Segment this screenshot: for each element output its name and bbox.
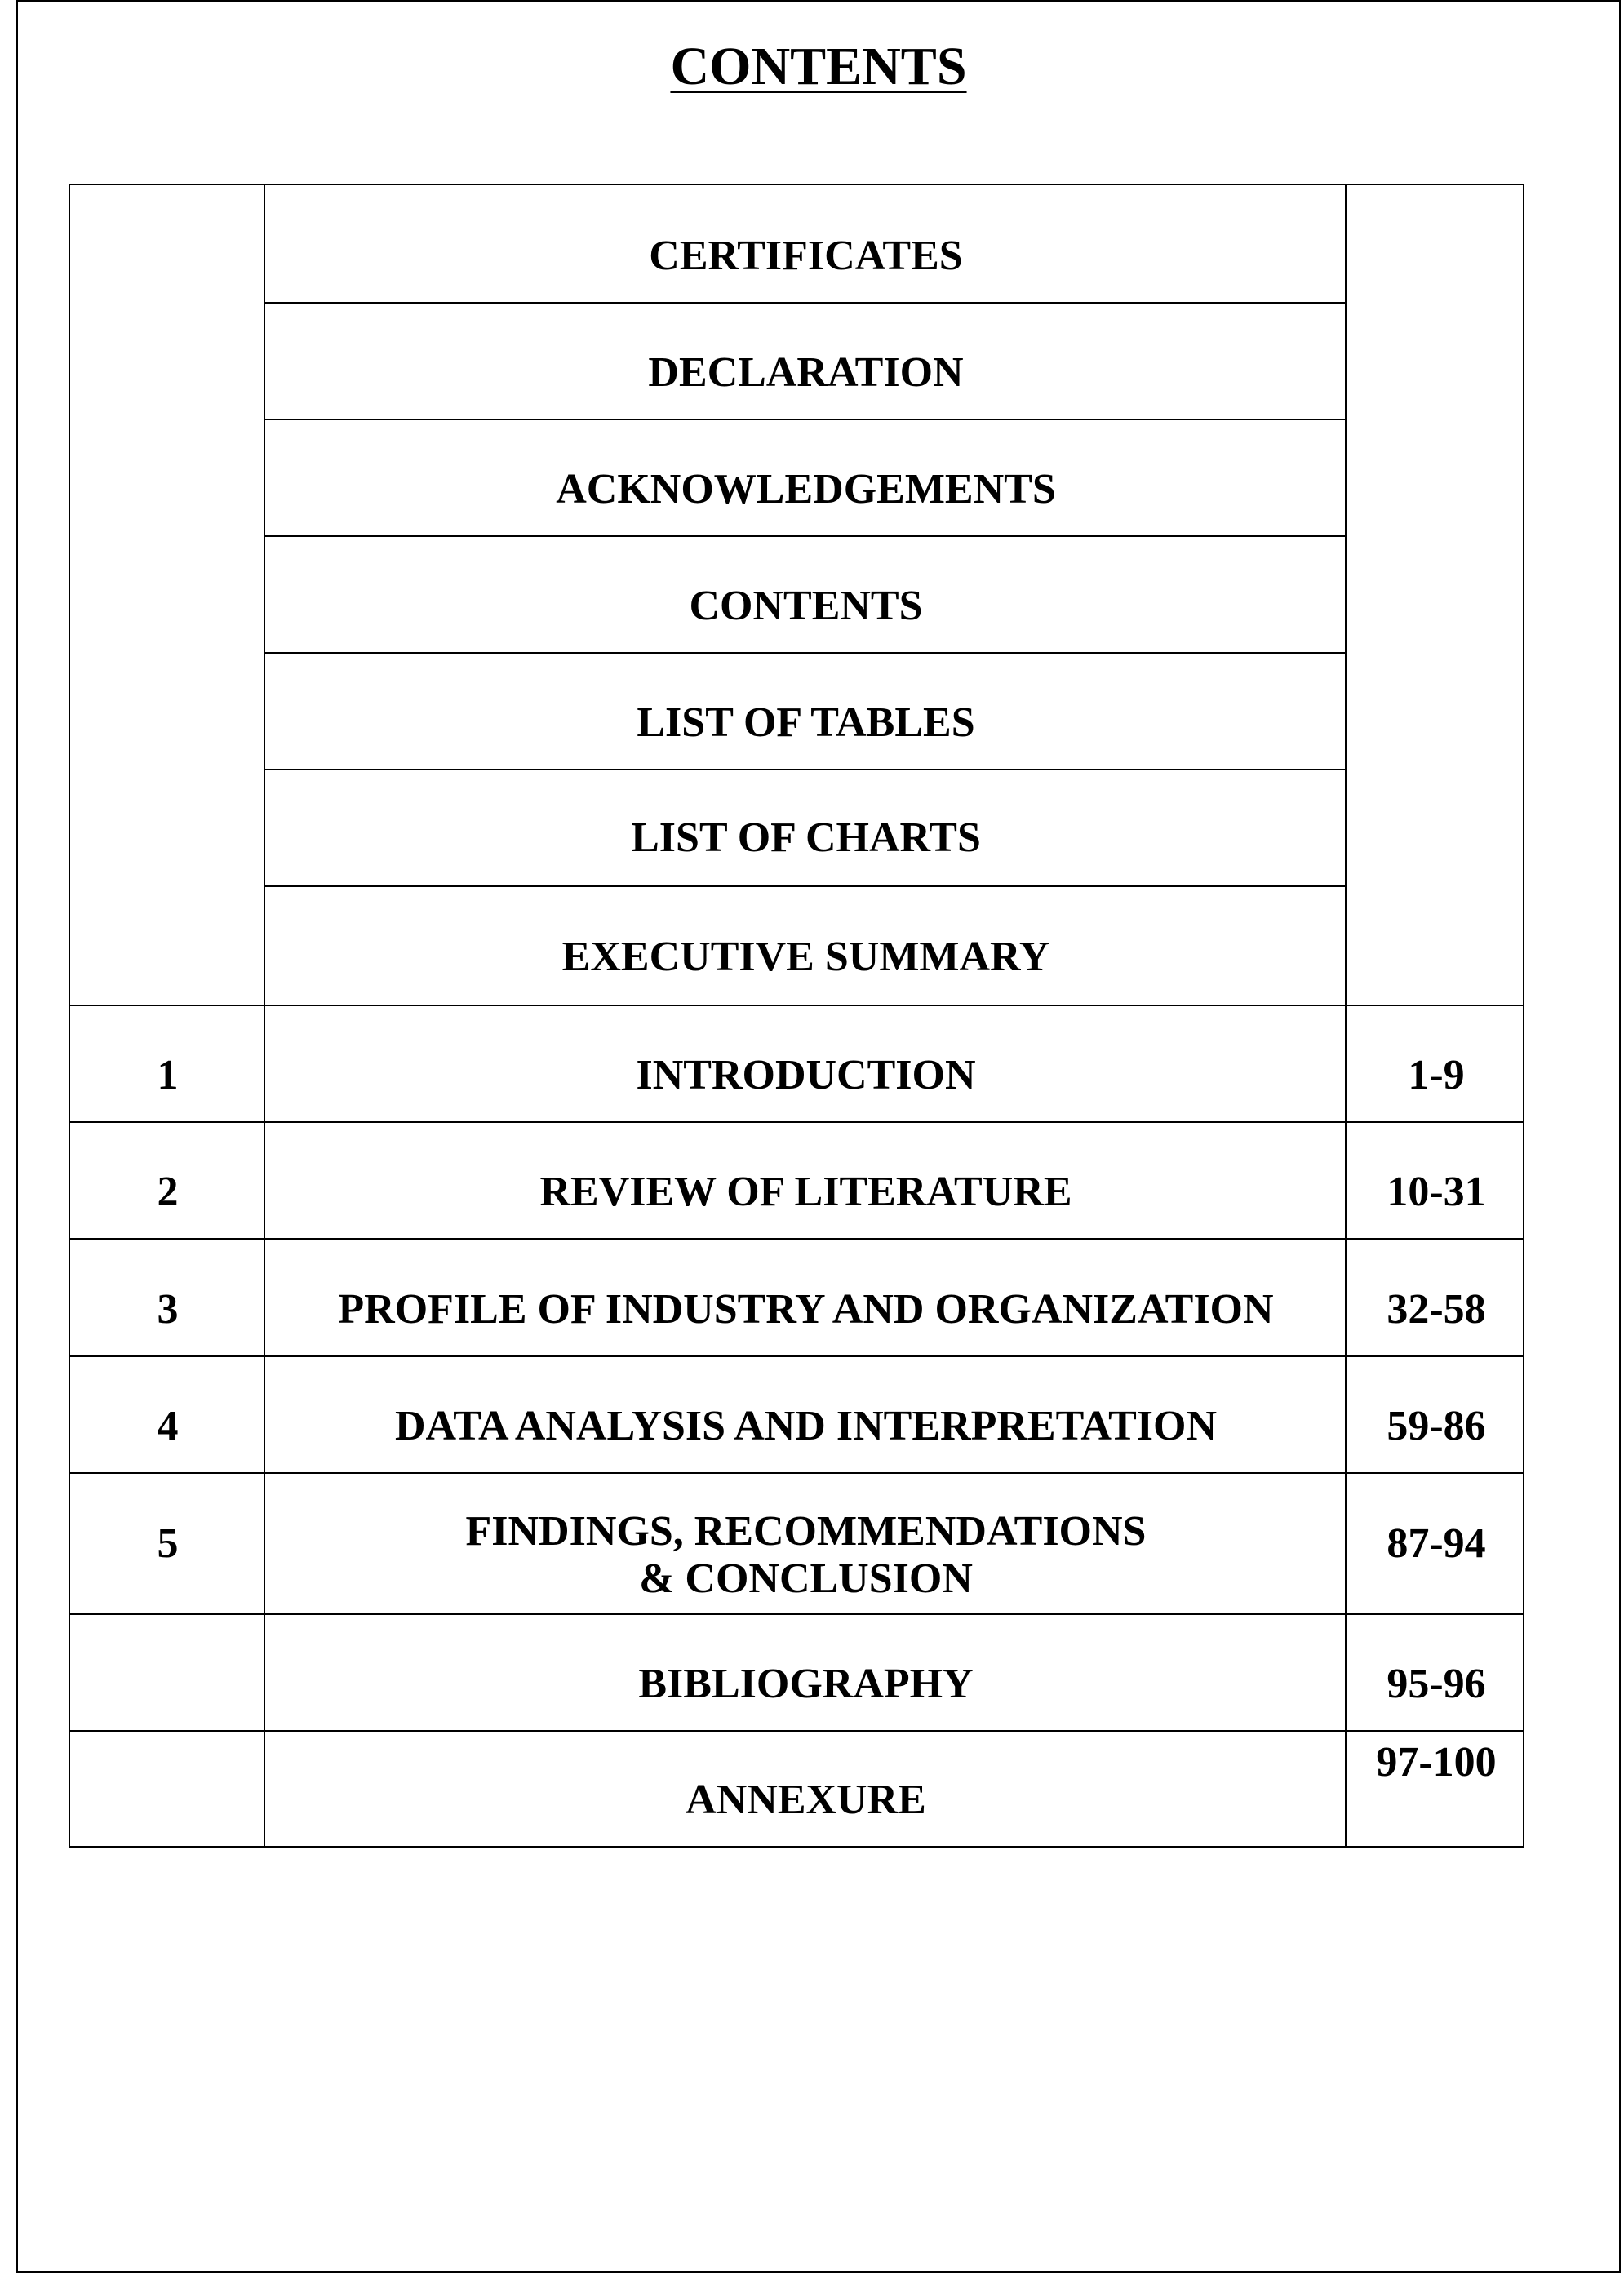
chapter-number: 3	[157, 1286, 179, 1333]
chapter-number: 2	[157, 1169, 179, 1215]
chapter-number	[70, 1635, 265, 1734]
chapter-pages: 32-58	[1387, 1286, 1486, 1333]
chapter-title: ANNEXURE	[686, 1777, 926, 1823]
chapter-title	[265, 1491, 1347, 1620]
chapter-pages: 95-96	[1387, 1661, 1486, 1707]
toc-entry-title: CONTENTS	[689, 583, 923, 629]
toc-entry-title: ACKNOWLEDGEMENTS	[556, 466, 1056, 512]
chapter-number: 4	[157, 1403, 179, 1449]
chapter-pages: 1-9	[1408, 1052, 1465, 1098]
toc-entry-title: CERTIFICATES	[649, 233, 963, 279]
chapter-title: INTRODUCTION	[636, 1052, 976, 1098]
chapter-pages: 59-86	[1387, 1403, 1486, 1449]
chapter-title: DATA ANALYSIS AND INTERPRETATION	[394, 1403, 1218, 1449]
page-title: CONTENTS	[670, 37, 967, 96]
chapter-title-line: FINDINGS, RECOMMENDATIONS	[465, 1508, 1147, 1555]
chapter-pages: 87-94	[1387, 1520, 1486, 1567]
chapter-title: PROFILE OF INDUSTRY AND ORGANIZATION	[338, 1286, 1274, 1333]
toc-entry-title: LIST OF CHARTS	[631, 814, 981, 861]
chapter-number	[70, 1750, 265, 1850]
chapter-number: 5	[157, 1520, 179, 1567]
chapter-title-line: & CONCLUSION	[639, 1555, 973, 1602]
chapter-title: REVIEW OF LITERATURE	[539, 1169, 1072, 1215]
chapter-number: 1	[157, 1052, 179, 1098]
chapter-title: BIBLIOGRAPHY	[638, 1661, 974, 1707]
contents-table	[69, 184, 1524, 1848]
chapter-pages: 97-100	[1376, 1739, 1497, 1786]
toc-entry-title: LIST OF TABLES	[637, 699, 975, 746]
toc-entry-title: DECLARATION	[648, 349, 964, 396]
chapter-pages: 10-31	[1387, 1169, 1486, 1215]
toc-entry-title: EXECUTIVE SUMMARY	[561, 934, 1050, 980]
